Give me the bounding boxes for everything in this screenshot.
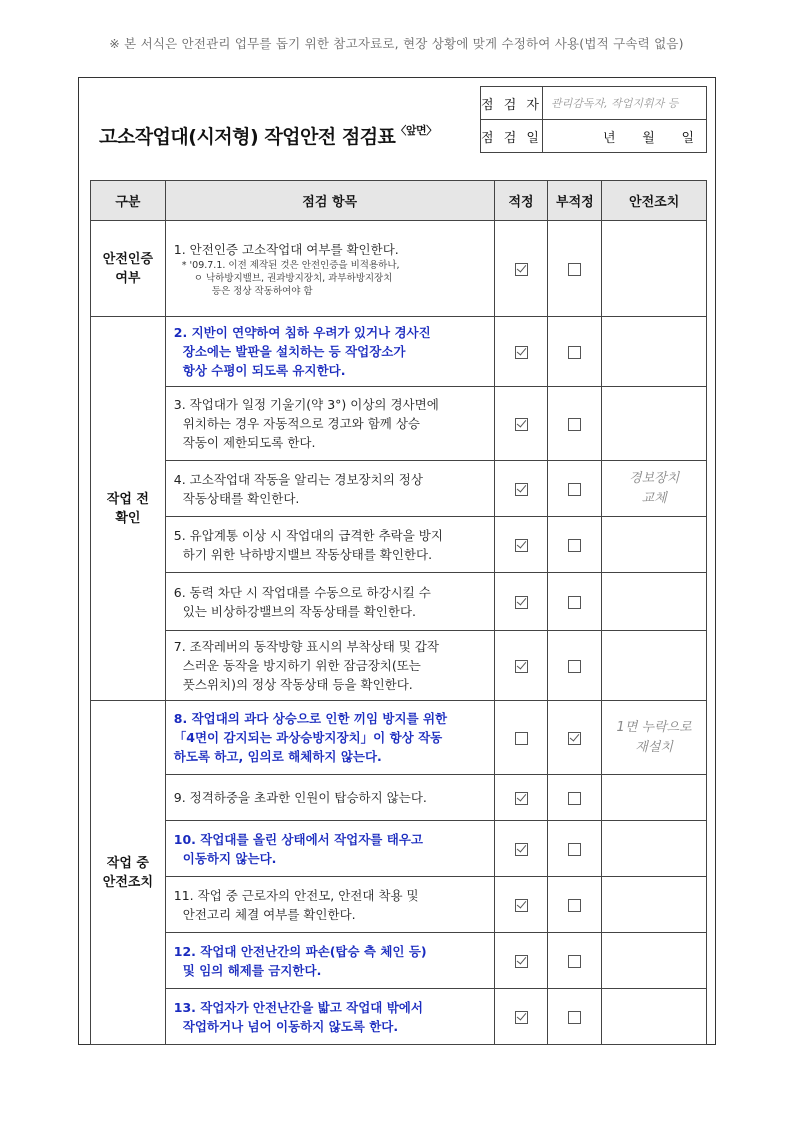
category-label: 확인 xyxy=(115,510,141,526)
item-text: 12. 작업대 안전난간의 파손(탑승 측 체인 등) xyxy=(173,943,427,959)
ng-cell xyxy=(548,989,602,1045)
ng-cell xyxy=(548,701,602,775)
ok-checkbox[interactable] xyxy=(515,483,528,496)
table-row xyxy=(91,701,707,775)
item-text: 6. 동력 차단 시 작업대를 수동으로 하강시킬 수 xyxy=(173,584,431,600)
ok-checkbox[interactable] xyxy=(515,955,528,968)
item-note: 등은 정상 작동하여야 함 xyxy=(211,285,313,297)
ng-cell xyxy=(548,317,602,387)
ok-checkbox[interactable] xyxy=(515,1011,528,1024)
category-label: 작업 중 xyxy=(106,855,149,871)
item-8 xyxy=(165,701,494,775)
action-cell[interactable] xyxy=(602,517,707,573)
ng-checkbox[interactable] xyxy=(568,899,581,912)
table-row xyxy=(91,631,707,701)
table-row xyxy=(91,461,707,517)
ng-checkbox[interactable] xyxy=(568,418,581,431)
ng-checkbox[interactable] xyxy=(568,346,581,359)
inspector-placeholder: 관리감독자, 작업지휘자 등 xyxy=(551,97,679,110)
table-row xyxy=(91,317,707,387)
item-text: 9. 정격하중을 초과한 인원이 탑승하지 않는다. xyxy=(173,790,427,805)
ng-checkbox[interactable] xyxy=(568,843,581,856)
disclaimer-text: ※ 본 서식은 안전관리 업무를 돕기 위한 참고자료로, 현장 상황에 맞게 수정하여 사용(법적 구속력 없음) xyxy=(109,36,684,51)
action-cell[interactable] xyxy=(602,775,707,821)
date-field[interactable] xyxy=(543,120,707,153)
ng-checkbox[interactable] xyxy=(568,792,581,805)
ng-cell xyxy=(548,221,602,317)
ok-cell xyxy=(494,877,548,933)
action-cell[interactable] xyxy=(602,877,707,933)
action-cell[interactable] xyxy=(602,631,707,701)
ok-checkbox[interactable] xyxy=(515,660,528,673)
table-row xyxy=(91,933,707,989)
ok-checkbox[interactable] xyxy=(515,732,528,745)
item-9 xyxy=(165,775,494,821)
header-row xyxy=(91,181,707,221)
item-text: 하기 위한 낙하방지밸브 작동상태를 확인한다. xyxy=(182,546,433,562)
ng-checkbox[interactable] xyxy=(568,660,581,673)
item-text: 4. 고소작업대 작동을 알리는 경보장치의 정상 xyxy=(173,471,423,487)
header-ok: 적정 xyxy=(494,181,548,221)
item-text: 3. 작업대가 일정 기울기(약 3°) 이상의 경사면에 xyxy=(173,397,439,412)
item-text: 작동이 제한되도록 한다. xyxy=(182,435,316,450)
item-text: 안전고리 체결 여부를 확인한다. xyxy=(182,906,356,922)
item-note: * '09.7.1. 이전 제작된 것은 안전인증을 비적용하나, xyxy=(181,259,400,271)
action-cell[interactable] xyxy=(602,989,707,1045)
item-text: 5. 유압계통 이상 시 작업대의 급격한 추락을 방지 xyxy=(173,527,443,543)
item-text: 「4면이 감지되는 과상승방지장치」이 항상 작동 xyxy=(173,730,443,745)
ng-checkbox[interactable] xyxy=(568,596,581,609)
item-13 xyxy=(165,989,494,1045)
ok-cell xyxy=(494,821,548,877)
ok-cell xyxy=(494,631,548,701)
action-cell[interactable] xyxy=(602,221,707,317)
action-text: 경보장치 xyxy=(629,470,680,486)
ok-cell xyxy=(494,989,548,1045)
date-label: 점 검 일 xyxy=(481,120,543,153)
item-3 xyxy=(165,387,494,461)
category-pre-work xyxy=(91,317,166,701)
ng-checkbox[interactable] xyxy=(568,1011,581,1024)
table-row xyxy=(91,821,707,877)
table-row xyxy=(91,573,707,631)
item-text: 11. 작업 중 근로자의 안전모, 안전대 착용 및 xyxy=(173,887,419,903)
ok-checkbox[interactable] xyxy=(515,596,528,609)
table-row xyxy=(91,775,707,821)
ng-cell xyxy=(548,877,602,933)
item-text: 위치하는 경우 자동적으로 경고와 함께 상승 xyxy=(182,416,420,431)
date-month: 월 xyxy=(642,130,655,146)
checklist-table xyxy=(90,180,707,1045)
category-cert xyxy=(91,221,166,317)
item-text: 작동상태를 확인한다. xyxy=(182,490,300,506)
category-label: 안전인증 xyxy=(102,251,153,267)
ok-cell xyxy=(494,933,548,989)
action-cell[interactable] xyxy=(602,701,707,775)
header-action: 안전조치 xyxy=(602,181,707,221)
ng-cell xyxy=(548,461,602,517)
ng-cell xyxy=(548,775,602,821)
item-text: 및 임의 해제를 금지한다. xyxy=(182,962,322,978)
ng-checkbox[interactable] xyxy=(568,263,581,276)
item-note: ㅇ 낙하방지밸브, 권과방지장치, 과부하방지장치 xyxy=(193,272,393,284)
table-row xyxy=(91,877,707,933)
category-during-work xyxy=(91,701,166,1045)
header-category: 구분 xyxy=(91,181,166,221)
item-text: 7. 조작레버의 동작방향 표시의 부착상태 및 갑작 xyxy=(173,639,439,654)
ng-cell xyxy=(548,933,602,989)
table-row xyxy=(91,221,707,317)
ok-checkbox[interactable] xyxy=(515,346,528,359)
category-label: 여부 xyxy=(115,270,141,286)
header-item: 점검 항목 xyxy=(165,181,494,221)
item-5 xyxy=(165,517,494,573)
item-2 xyxy=(165,317,494,387)
ng-cell xyxy=(548,387,602,461)
item-12 xyxy=(165,933,494,989)
ng-checkbox[interactable] xyxy=(568,539,581,552)
item-text: 2. 지반이 연약하여 침하 우려가 있거나 경사진 xyxy=(173,325,431,340)
item-text: 풋스위치)의 정상 작동상태 등을 확인한다. xyxy=(182,677,413,692)
action-cell[interactable] xyxy=(602,933,707,989)
table-row xyxy=(91,517,707,573)
ok-cell xyxy=(494,221,548,317)
inspector-label: 점 검 자 xyxy=(481,87,543,120)
item-text: 있는 비상하강밸브의 작동상태를 확인한다. xyxy=(182,603,417,619)
ng-cell xyxy=(548,573,602,631)
header-ng: 부적정 xyxy=(548,181,602,221)
table-row xyxy=(91,989,707,1045)
item-1 xyxy=(165,221,494,317)
checklist-form xyxy=(78,77,716,1045)
item-6 xyxy=(165,573,494,631)
action-cell[interactable] xyxy=(602,821,707,877)
ok-checkbox[interactable] xyxy=(515,263,528,276)
form-title xyxy=(99,122,437,149)
date-year: 년 xyxy=(603,130,616,146)
item-11 xyxy=(165,877,494,933)
ng-cell xyxy=(548,821,602,877)
ng-checkbox[interactable] xyxy=(568,732,581,745)
ok-cell xyxy=(494,317,548,387)
ok-cell xyxy=(494,517,548,573)
action-cell[interactable] xyxy=(602,461,707,517)
form-title-main: 고소작업대(시저형) 작업안전 점검표 xyxy=(99,126,396,148)
item-text: 10. 작업대를 올린 상태에서 작업자를 태우고 xyxy=(173,831,423,847)
item-4 xyxy=(165,461,494,517)
item-text: 항상 수평이 되도록 유지한다. xyxy=(182,363,346,378)
item-text: 장소에는 발판을 설치하는 등 작업장소가 xyxy=(182,344,406,359)
ok-checkbox[interactable] xyxy=(515,539,528,552)
form-title-suffix: 〈앞면〉 xyxy=(395,123,437,137)
inspector-field[interactable] xyxy=(543,87,707,120)
ng-cell xyxy=(548,631,602,701)
ok-cell xyxy=(494,775,548,821)
item-text: 13. 작업자가 안전난간을 밟고 작업대 밖에서 xyxy=(173,999,423,1015)
item-text: 8. 작업대의 과다 상승으로 인한 끼임 방지를 위한 xyxy=(173,711,448,726)
ok-cell xyxy=(494,461,548,517)
ok-checkbox[interactable] xyxy=(515,418,528,431)
category-label: 작업 전 xyxy=(106,491,149,507)
ng-cell xyxy=(548,517,602,573)
ok-cell xyxy=(494,573,548,631)
item-7 xyxy=(165,631,494,701)
table-row xyxy=(91,387,707,461)
ng-checkbox[interactable] xyxy=(568,483,581,496)
ok-checkbox[interactable] xyxy=(515,843,528,856)
action-text: 교체 xyxy=(641,490,667,506)
item-text: 작업하거나 넘어 이동하지 않도록 한다. xyxy=(182,1018,399,1034)
action-cell[interactable] xyxy=(602,387,707,461)
category-label: 안전조치 xyxy=(102,874,153,890)
action-cell[interactable] xyxy=(602,573,707,631)
action-text: 1면 누락으로 xyxy=(616,719,692,735)
action-cell[interactable] xyxy=(602,317,707,387)
date-day: 일 xyxy=(681,130,694,146)
item-text: 이동하지 않는다. xyxy=(182,850,277,866)
ok-cell xyxy=(494,701,548,775)
ok-cell xyxy=(494,387,548,461)
ok-checkbox[interactable] xyxy=(515,899,528,912)
item-text: 스러운 동작을 방지하기 위한 잠금장치(또는 xyxy=(182,658,421,673)
item-text: 하도록 하고, 임의로 해체하지 않는다. xyxy=(173,749,382,764)
item-10 xyxy=(165,821,494,877)
ok-checkbox[interactable] xyxy=(515,792,528,805)
signature-table xyxy=(480,86,707,153)
ng-checkbox[interactable] xyxy=(568,955,581,968)
action-text: 재설치 xyxy=(635,739,673,755)
item-text: 1. 안전인증 고소작업대 여부를 확인한다. xyxy=(173,241,399,257)
